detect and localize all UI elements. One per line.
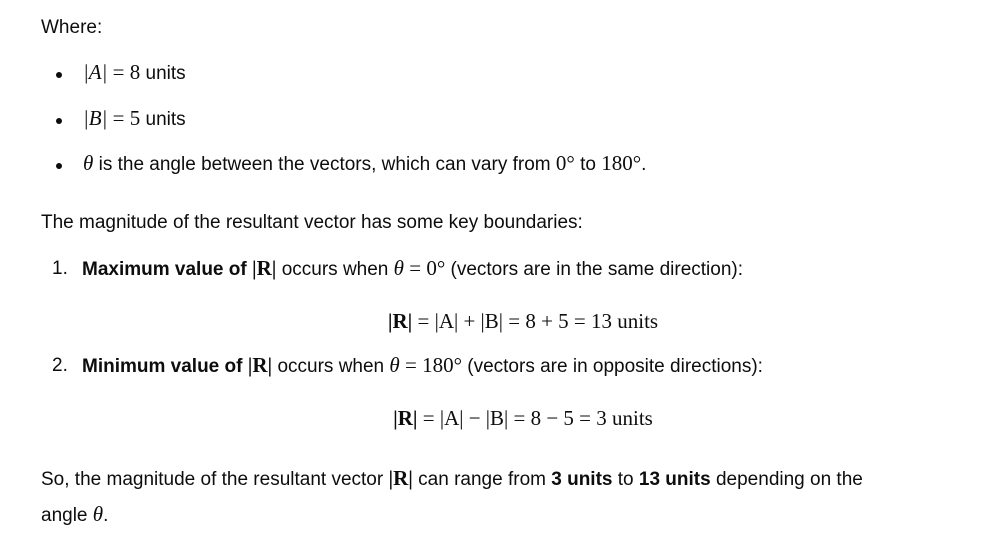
min-desc: (vectors are in opposite directions): — [461, 356, 763, 377]
deg-0: 0° — [555, 151, 575, 175]
deg-180: 180° — [601, 151, 642, 175]
bullet-a-magnitude — [83, 60, 186, 85]
bullet-theta-description — [83, 151, 646, 176]
max-occurs: occurs when — [276, 259, 394, 280]
where-label: Where: — [41, 17, 103, 38]
b-unit: units — [140, 109, 186, 130]
conclusion-text-3: to — [612, 469, 639, 490]
bullet-dot — [56, 163, 62, 169]
conclusion-min: 3 units — [551, 469, 613, 490]
a-eq: = 8 — [107, 60, 141, 84]
conclusion-max: 13 units — [638, 469, 711, 490]
bullet-dot — [56, 72, 62, 78]
min-value-line — [82, 353, 763, 378]
conclusion-R: |R| — [388, 466, 413, 490]
max-eq: = 0° — [403, 256, 446, 280]
min-theta: θ — [389, 353, 400, 377]
bullet-b-magnitude — [83, 106, 186, 131]
conclusion-period: . — [103, 505, 109, 526]
list-number-2: 2. — [52, 355, 68, 376]
theta-period: . — [641, 154, 647, 175]
min-formula — [0, 406, 1000, 431]
max-label: Maximum value of — [82, 259, 252, 280]
max-desc: (vectors are in the same direction): — [445, 259, 744, 280]
b-abs: |B| — [83, 106, 108, 130]
conclusion-line-2 — [41, 502, 108, 527]
max-value-line — [82, 256, 743, 281]
min-R: |R| — [247, 353, 273, 377]
bullet-dot — [56, 118, 62, 124]
a-abs: |A| — [83, 60, 108, 84]
b-eq: = 5 — [107, 106, 141, 130]
theta-text: is the angle between the vectors, which can vary from — [93, 154, 556, 175]
conclusion-angle-text: angle — [41, 505, 93, 526]
theta-to: to — [574, 154, 602, 175]
conclusion-theta: θ — [92, 502, 104, 526]
min-formula-unit: units — [606, 406, 653, 430]
max-theta: θ — [393, 256, 404, 280]
max-R: |R| — [252, 256, 277, 280]
min-occurs: occurs when — [272, 356, 390, 377]
min-label: Minimum value of — [82, 356, 248, 377]
a-unit: units — [140, 63, 186, 84]
min-formula-R: |R| — [393, 406, 418, 430]
max-formula-body: = |A| + |B| = 8 + 5 = 13 — [412, 309, 613, 333]
theta-symbol: θ — [83, 151, 94, 175]
conclusion-text-4: depending on the — [710, 469, 863, 490]
conclusion-line-1 — [41, 466, 863, 491]
boundaries-intro: The magnitude of the resultant vector has some key boundaries: — [41, 212, 583, 233]
min-eq: = 180° — [399, 353, 462, 377]
max-formula-unit: units — [612, 309, 659, 333]
list-number-1: 1. — [52, 258, 68, 279]
max-formula — [0, 309, 1000, 334]
conclusion-text-2: can range from — [412, 469, 552, 490]
conclusion-text-1: So, the magnitude of the resultant vector — [41, 469, 389, 490]
min-formula-body: = |A| − |B| = 8 − 5 = 3 — [417, 406, 607, 430]
max-formula-R: |R| — [387, 309, 413, 333]
